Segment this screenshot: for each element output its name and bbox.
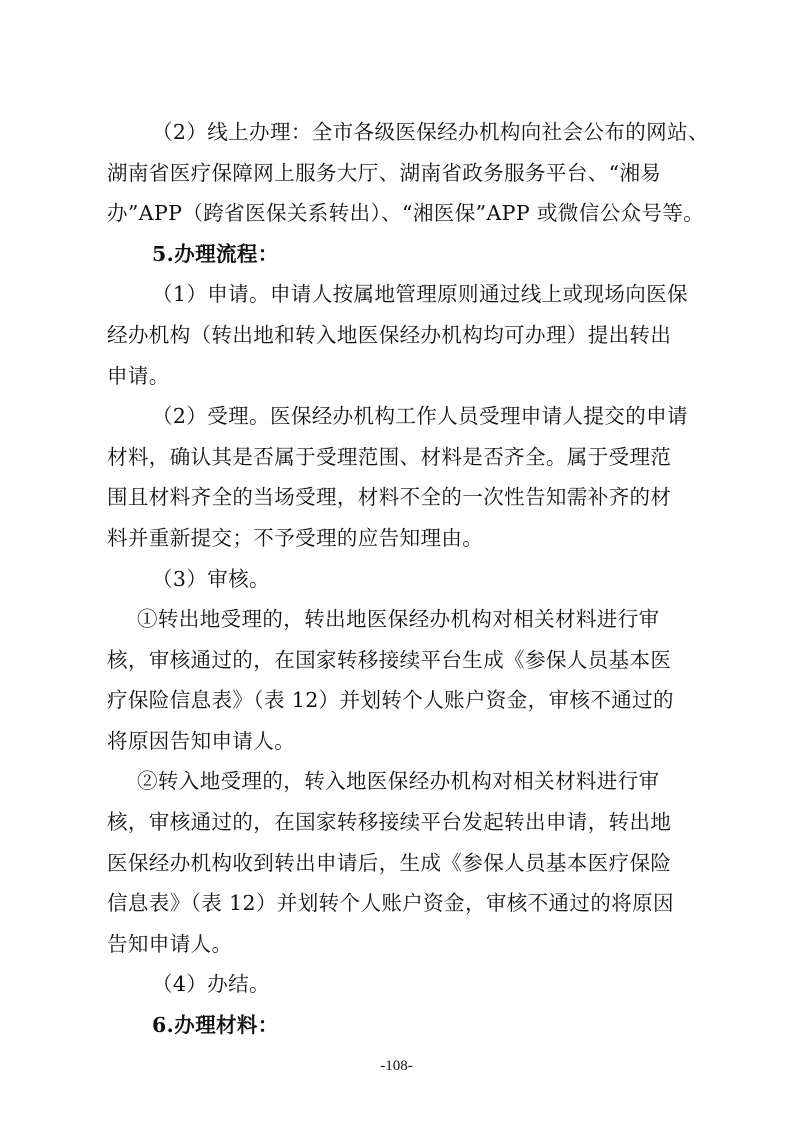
text-line: （1）申请。申请人按属地管理原则通过线上或现场向医保	[152, 282, 688, 307]
text-line: 办”APP（跨省医保关系转出）、“湘医保”APP 或微信公众号等。	[107, 201, 705, 226]
text-line: 申请。	[107, 363, 170, 388]
text-line: 疗保险信息表》（表 12）并划转个人账户资金，审核不通过的	[107, 688, 674, 713]
text-line: 湖南省医疗保障网上服务大厅、湖南省政务服务平台、“湘易	[107, 160, 662, 185]
text-line: ①转出地受理的，转出地医保经办机构对相关材料进行审	[137, 607, 660, 632]
text-line: 核，审核通过的，在国家转移接续平台发起转出申请，转出地	[107, 810, 672, 835]
text-line: （4）办结。	[152, 972, 270, 997]
text-line: 核，审核通过的，在国家转移接续平台生成《参保人员基本医	[107, 647, 672, 672]
section-heading: 5.办理流程：	[152, 241, 279, 266]
page-number: -108-	[380, 1058, 413, 1074]
text-line: 告知申请人。	[107, 931, 233, 956]
text-line: 将原因告知申请人。	[107, 728, 296, 753]
text-line: 材料，确认其是否属于受理范围、材料是否齐全。属于受理范	[107, 444, 672, 469]
text-line: ②转入地受理的，转入地医保经办机构对相关材料进行审	[137, 769, 660, 794]
text-line: （2）受理。医保经办机构工作人员受理申请人提交的申请	[152, 404, 688, 429]
text-line: 信息表》（表 12）并划转个人账户资金，审核不通过的将原因	[107, 891, 674, 916]
text-line: 料并重新提交；不予受理的应告知理由。	[107, 525, 484, 550]
text-line: 围且材料齐全的当场受理，材料不全的一次性告知需补齐的材	[107, 485, 672, 510]
text-line: 经办机构（转出地和转入地医保经办机构均可办理）提出转出	[107, 322, 672, 347]
text-line: 医保经办机构收到转出申请后，生成《参保人员基本医疗保险	[107, 850, 672, 875]
section-heading: 6.办理材料：	[152, 1013, 279, 1037]
text-line: （2）线上办理：全市各级医保经办机构向社会公布的网站、	[152, 120, 709, 144]
text-line: （3）审核。	[152, 566, 270, 591]
